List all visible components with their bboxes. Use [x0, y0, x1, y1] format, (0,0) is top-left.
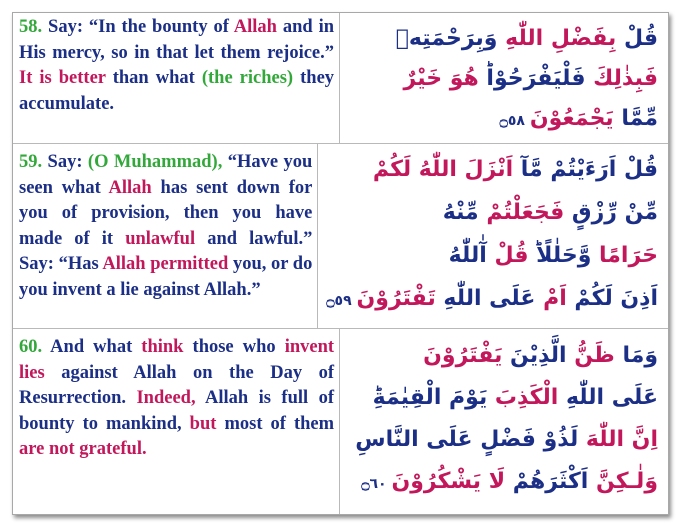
english-segment: than what [112, 68, 195, 88]
verse-number-marker: ۝٦٠ [361, 476, 392, 492]
arabic-segment: وَّحَلٰلًاؕ [528, 243, 592, 268]
arabic-segment: فَبِذٰلِكَ [585, 66, 658, 91]
arabic-segment: مِّنْ رِّزْقٍ [564, 200, 658, 225]
english-segment: And what [50, 337, 133, 357]
verse-table [12, 12, 669, 515]
verse-row-58 [13, 13, 668, 144]
arabic-line [348, 99, 658, 141]
arabic-text-59 [318, 144, 668, 328]
english-segment: 60. [19, 337, 43, 357]
english-segment: but [189, 413, 217, 434]
arabic-segment: تَفْتَرُوْنَ [356, 286, 436, 311]
english-translation-58 [13, 13, 340, 143]
verse-row-60 [13, 329, 668, 514]
arabic-segment: اَمْ [535, 286, 567, 311]
arabic-segment: وَلٰـكِنَّ [588, 469, 658, 494]
english-segment: are not grateful. [19, 439, 147, 459]
arabic-line [348, 461, 658, 505]
arabic-segment: عَلَى اللّٰهِ [435, 286, 536, 311]
arabic-segment: هُوَ خَيْرٌ [403, 66, 479, 91]
verse-row-59 [13, 144, 668, 329]
english-segment: Allah [108, 177, 152, 198]
arabic-line [348, 19, 658, 59]
arabic-segment: اَنْزَلَ اللّٰهُ لَكُمْ [372, 157, 514, 182]
arabic-line [326, 234, 658, 277]
arabic-segment: الَّذِيْنَ [502, 343, 567, 368]
english-segment: against Allah [61, 362, 177, 383]
arabic-line [326, 277, 658, 323]
arabic-segment: لَا يَشْكُرُوْنَ [391, 469, 506, 494]
arabic-segment: بِفَضْلِ اللّٰهِ [497, 26, 624, 51]
verse-number-marker: ۝٥٩ [326, 293, 357, 309]
english-segment: Say: [47, 152, 83, 172]
arabic-segment: قُلْ [616, 157, 658, 182]
english-segment: those [192, 337, 234, 357]
verse-number-marker: ۝٥٨ [499, 113, 530, 129]
english-segment: “Have you seen what [19, 152, 313, 198]
arabic-line [326, 191, 658, 234]
english-segment: sent down for you of provision, [19, 177, 313, 223]
arabic-segment: وَبِرَحْمَتِهٖ [395, 26, 498, 51]
english-segment: that let them rejoice.” [156, 42, 335, 63]
arabic-line [348, 59, 658, 99]
english-segment: then you have made of it [19, 203, 313, 249]
english-segment: 59. [19, 152, 43, 172]
arabic-segment: قُلْ [623, 26, 658, 51]
english-segment: has [160, 177, 188, 198]
english-segment: Allah [233, 17, 277, 37]
english-segment: Say: “In the bounty of [48, 17, 229, 37]
arabic-segment: عَلَى النَّاسِ [355, 427, 473, 452]
arabic-segment: لَذُوْ فَضْلٍ [472, 427, 579, 452]
arabic-text-60 [340, 329, 668, 514]
arabic-segment: يَوْمَ الْقِيٰمَةِؕ [372, 385, 488, 410]
arabic-segment: فَلْيَفْرَحُوْاؕ [478, 66, 586, 91]
arabic-segment: ظَنُّ [566, 343, 615, 368]
arabic-segment: مِّمَّا [613, 106, 658, 131]
english-segment: most of them [224, 413, 335, 434]
english-segment: and in His mercy, so in [19, 17, 335, 63]
english-segment: think [141, 337, 184, 357]
english-segment: (O Muhammad), [87, 152, 223, 172]
arabic-segment: قُلْ [486, 243, 529, 268]
arabic-segment: الْكَذِبَ [487, 385, 559, 410]
arabic-segment: يَجْمَعُوْنَ [529, 106, 614, 131]
english-segment: unlawful [125, 228, 196, 249]
english-segment: invent a lie against Allah.” [52, 279, 261, 300]
arabic-text-58 [340, 13, 668, 143]
english-segment: 58. [19, 17, 43, 37]
arabic-segment: وَمَا [614, 343, 658, 368]
english-segment: Allah [102, 254, 146, 274]
english-segment: you, or do you [19, 254, 313, 300]
english-segment: permitted [150, 254, 229, 274]
arabic-segment: آٰللّٰهُ [448, 243, 487, 268]
arabic-line [348, 377, 658, 419]
english-segment: Indeed, [136, 388, 196, 408]
arabic-segment: اَرَءَيْتُمْ مَّآ [513, 157, 617, 182]
arabic-segment: عَلَى اللّٰهِ [558, 385, 658, 410]
arabic-segment: اَكْثَرَهُمْ [505, 469, 589, 494]
english-segment: better [58, 68, 106, 88]
english-translation-59 [13, 144, 318, 328]
arabic-segment: يَفْتَرُوْنَ [423, 343, 503, 368]
arabic-segment: اِنَّ اللّٰهَ [578, 427, 658, 452]
arabic-segment: مِّنْهُ [442, 200, 479, 225]
english-segment: to mankind, [82, 413, 182, 434]
english-translation-60 [13, 329, 340, 514]
english-segment: who [242, 337, 276, 357]
arabic-line [348, 419, 658, 461]
english-segment: (the riches) [201, 68, 294, 88]
english-segment: they accumulate. [19, 68, 335, 114]
arabic-segment: حَرَامًا [591, 243, 658, 268]
arabic-segment: اَذِنَ لَكُمْ [566, 286, 658, 311]
english-segment: It is [19, 68, 52, 88]
arabic-line [348, 335, 658, 377]
arabic-line [326, 148, 658, 191]
english-segment: invent lies [19, 337, 335, 383]
arabic-segment: فَجَعَلْتُمْ [478, 200, 565, 225]
english-segment: and lawful.” Say: “Has [19, 228, 313, 274]
english-segment: on the Day of Resurrection. [19, 362, 335, 408]
english-segment: Allah is full of bounty [19, 388, 334, 434]
